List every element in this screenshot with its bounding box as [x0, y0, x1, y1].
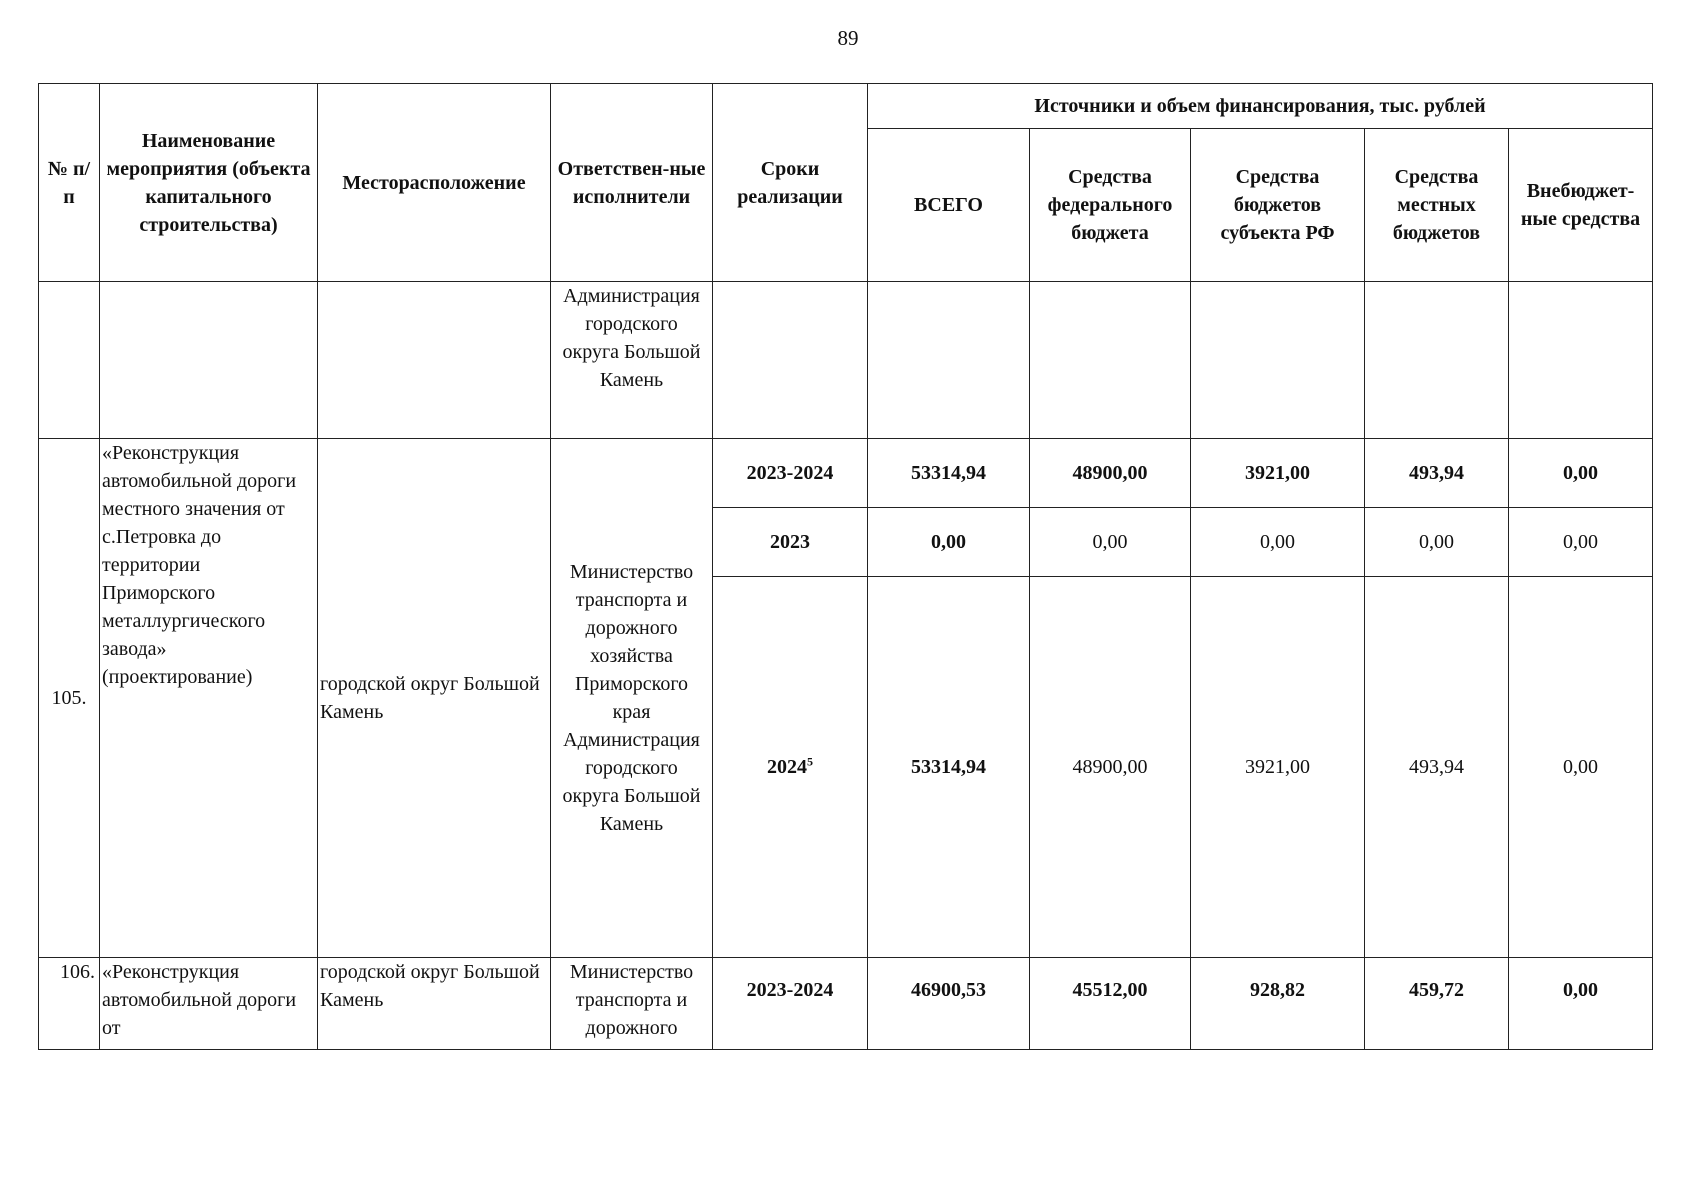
table-row [39, 958, 1653, 1050]
row106-num: 106. [39, 958, 100, 1050]
cont-location [318, 282, 551, 439]
page-number: 89 [837, 26, 859, 50]
row106-term: 2023-2024 [713, 958, 868, 1050]
header-total: ВСЕГО [868, 129, 1030, 282]
header-name: Наименование мероприятия (объекта капитального строительства) [100, 84, 318, 282]
row105-p0-extra: 0,00 [1509, 439, 1653, 508]
continuation-row [39, 282, 1653, 439]
cont-executor: Администрация городского округа Большой Камень [551, 282, 713, 439]
row106-federal: 45512,00 [1030, 958, 1191, 1050]
cont-num [39, 282, 100, 439]
row105-executor-ministry: Министерство транспорта и дорожного хозяйства Приморского края [569, 561, 694, 723]
header-num: № п/п [39, 84, 100, 282]
row105-p2-term-year: 2024 [767, 756, 807, 778]
row105-p2-regional: 3921,00 [1191, 577, 1365, 958]
row105-p0-total: 53314,94 [868, 439, 1030, 508]
row106-executor: Министерство транспорта и дорожного [551, 958, 713, 1050]
row105-name: «Реконструкция автомобильной дороги местного значения от с.Петровка до территории Приморского металлургического завода» (проектирование) [100, 439, 318, 958]
row105-p2-local: 493,94 [1365, 577, 1509, 958]
row106-extra: 0,00 [1509, 958, 1653, 1050]
row106-location: городской округ Большой Камень [318, 958, 551, 1050]
row105-executor-admin: Администрация городского округа Большой Камень [562, 729, 701, 835]
header-terms: Сроки реализации [713, 84, 868, 282]
table-row [39, 439, 1653, 508]
cont-term [713, 282, 868, 439]
cont-local [1365, 282, 1509, 439]
cont-total [868, 282, 1030, 439]
row106-regional: 928,82 [1191, 958, 1365, 1050]
row105-p2-total: 53314,94 [868, 577, 1030, 958]
row105-num: 105. [39, 439, 100, 958]
row105-p1-federal: 0,00 [1030, 508, 1191, 577]
row106-total: 46900,53 [868, 958, 1030, 1050]
header-federal: Средства федерального бюджета [1030, 129, 1191, 282]
footnote-marker: 5 [807, 754, 813, 769]
row105-p0-local: 493,94 [1365, 439, 1509, 508]
header-local: Средства местных бюджетов [1365, 129, 1509, 282]
header-executors: Ответствен-ные исполнители [551, 84, 713, 282]
row105-p2-term [713, 577, 868, 958]
header-funding-group: Источники и объем финансирования, тыс. рублей [868, 84, 1653, 129]
header-location: Месторасположение [318, 84, 551, 282]
row105-location: городской округ Большой Камень [318, 439, 551, 958]
row105-p0-federal: 48900,00 [1030, 439, 1191, 508]
row105-p2-federal: 48900,00 [1030, 577, 1191, 958]
funding-table [38, 83, 1653, 1050]
row105-p1-total: 0,00 [868, 508, 1030, 577]
row105-p1-regional: 0,00 [1191, 508, 1365, 577]
row105-p0-regional: 3921,00 [1191, 439, 1365, 508]
row105-p1-local: 0,00 [1365, 508, 1509, 577]
row105-p2-extra: 0,00 [1509, 577, 1653, 958]
row105-p1-extra: 0,00 [1509, 508, 1653, 577]
row105-executors [551, 439, 713, 958]
row106-local: 459,72 [1365, 958, 1509, 1050]
row105-p0-term: 2023-2024 [713, 439, 868, 508]
cont-extra [1509, 282, 1653, 439]
cont-name [100, 282, 318, 439]
header-extra: Внебюджет-ные средства [1509, 129, 1653, 282]
cont-regional [1191, 282, 1365, 439]
row105-p1-term: 2023 [713, 508, 868, 577]
header-regional: Средства бюджетов субъекта РФ [1191, 129, 1365, 282]
header-row-1 [39, 84, 1653, 129]
row106-name: «Реконструкция автомобильной дороги от [100, 958, 318, 1050]
cont-federal [1030, 282, 1191, 439]
